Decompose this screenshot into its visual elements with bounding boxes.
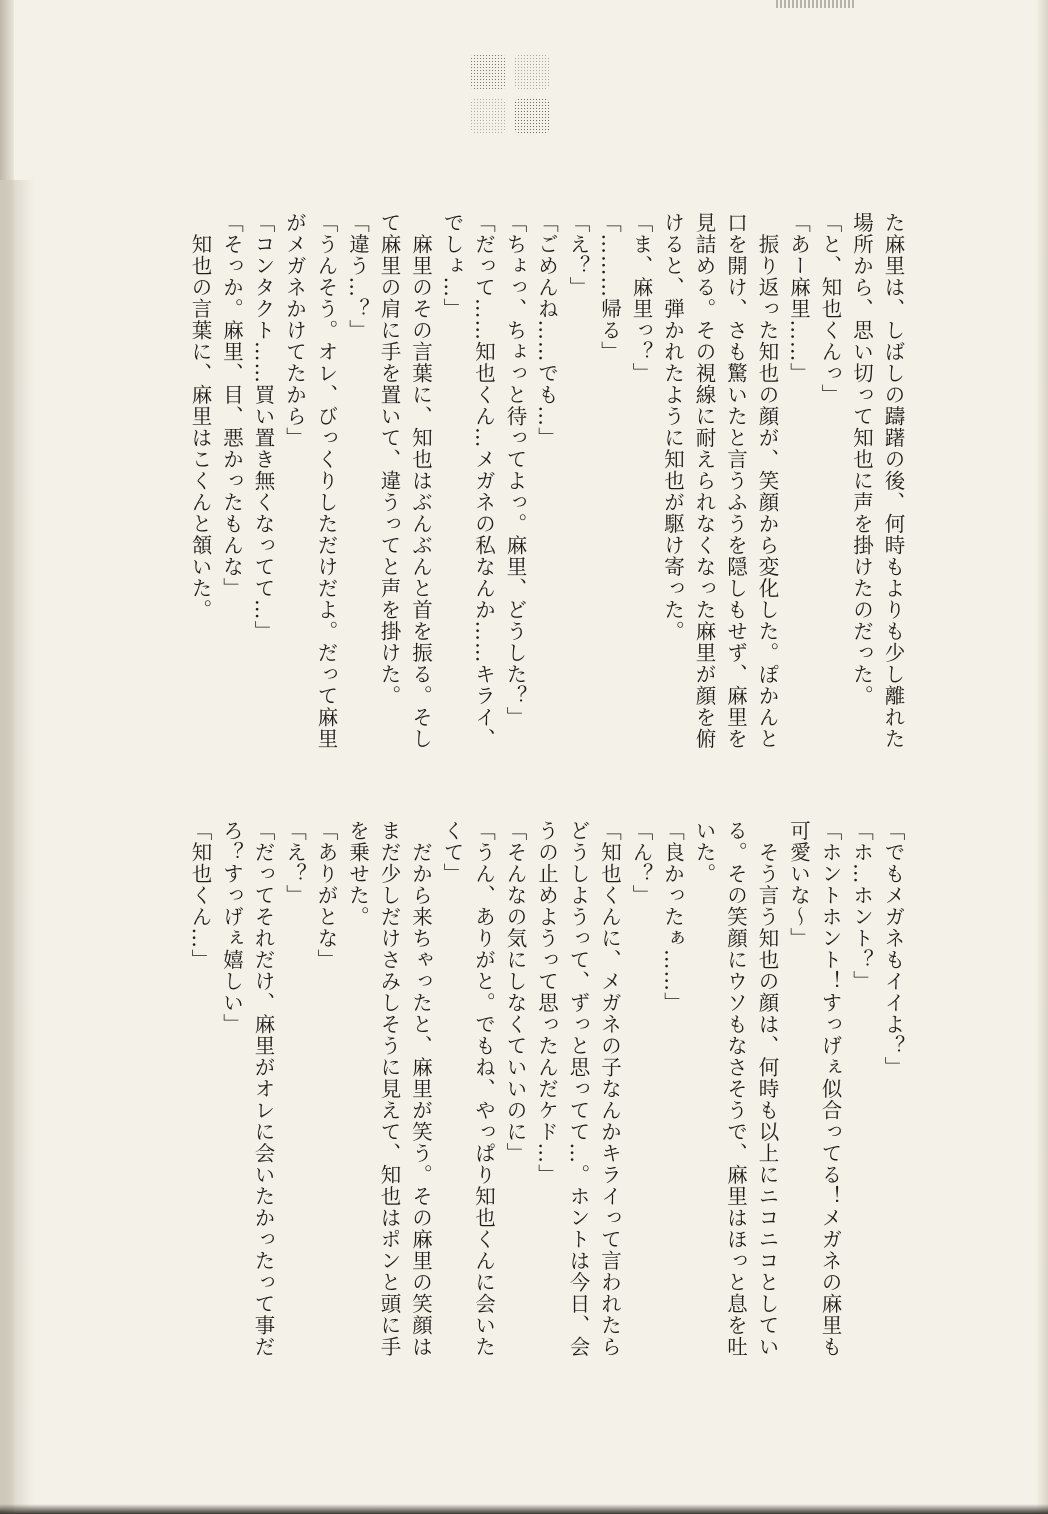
text-line: 「………帰る」 — [597, 212, 622, 363]
ornament-square — [514, 54, 550, 90]
text-line: 場所から、思い切って知也に声を掛けたのだった。 — [849, 212, 874, 707]
text-line: くて」 — [440, 820, 464, 885]
text-line: 「ありがとな」 — [314, 820, 338, 971]
text-line: て麻里の肩に手を置いて、違うってと声を掛けた。 — [377, 212, 401, 707]
text-line: けると、弾かれたように知也が駆け寄った。 — [660, 212, 685, 642]
text-line: 麻里のその言葉に、知也はぶんぶんと首を振る。そし — [408, 212, 433, 750]
text-line: ろ？すっげぇ嬉しい」 — [219, 820, 244, 1035]
text-line: 「だって……知也くん…メガネの私なんか……キライ、 — [471, 212, 496, 750]
text-line: た麻里は、しばしの躊躇の後、何時もよりも少し離れた — [881, 212, 905, 750]
text-line: 「ちょっ、ちょっと待ってよっ。麻里、どうした？」 — [503, 212, 527, 728]
text-line: 可愛いな～」 — [786, 820, 811, 949]
text-line: 振り返った知也の顔が、笑顔から変化した。ぽかんと — [755, 212, 779, 750]
text-line: 「でもメガネもイイよ？」 — [881, 820, 905, 1078]
halftone-ornament-icon — [470, 54, 552, 136]
text-line: まだ少しだけさみしそうに見えて、知也はポンと頭に手 — [377, 820, 401, 1358]
ornament-square — [514, 98, 550, 134]
text-line: 口を開け、さも驚いたと言うふうを隠しもせず、麻里を — [723, 212, 748, 750]
top-print-mark — [776, 0, 856, 8]
text-line: 「え？」 — [566, 212, 590, 298]
text-line: 知也の言葉に、麻里はこくんと頷いた。 — [188, 212, 212, 621]
text-line: がメガネかけてたから」 — [282, 212, 307, 449]
page-bottom-shadow — [0, 1504, 1048, 1514]
text-line: 見詰める。その視線に耐えられなくなった麻里が顔を俯 — [692, 212, 716, 750]
text-line: を乗せた。 — [345, 820, 370, 928]
text-line: 「知也くんに、メガネの子なんかキライって言われたら — [597, 820, 622, 1358]
text-line: る。その笑顔にウソもなさそうで、麻里はほっと息を吐 — [723, 820, 748, 1358]
lower-text-block — [184, 820, 909, 1358]
text-line: 「あー麻里……」 — [786, 212, 811, 384]
text-line: 「そっか。麻里、目、悪かったもんな」 — [219, 212, 244, 599]
upper-text-block — [184, 212, 909, 787]
text-line: どうしようって、ずっと思ってて…。ホントは今日、会 — [566, 820, 590, 1358]
text-line: 「と、知也くんっ」 — [818, 212, 842, 406]
text-line: 「ホントホント！すっげぇ似合ってる！メガネの麻里も — [818, 820, 842, 1358]
text-line: 「ん？」 — [629, 820, 653, 906]
text-line: 「うんそう。オレ、びっくりしただけだよ。だって麻里 — [314, 212, 338, 750]
text-line: 「ま、麻里っ？」 — [629, 212, 653, 384]
text-line: 「そんなの気にしなくていいのに」 — [503, 820, 527, 1164]
ornament-square — [470, 98, 506, 134]
text-line: 「良かったぁ……」 — [660, 820, 685, 1014]
text-line: 「だってそれだけ、麻里がオレに会いたかったって事だ — [251, 820, 275, 1358]
text-line: うの止めようって思ったんだケド…」 — [534, 820, 559, 1186]
page-edge — [1036, 0, 1048, 1514]
text-line: 「違う…？」 — [345, 212, 370, 341]
page-crease — [0, 180, 34, 1510]
text-line: でしょ…」 — [440, 212, 464, 320]
text-line: 「うん、ありがと。でもね、やっぱり知也くんに会いた — [471, 820, 496, 1358]
text-line: 「コンタクト……買い置き無くなってて…」 — [251, 212, 275, 642]
text-line: 「え？」 — [282, 820, 307, 906]
text-line: いた。 — [692, 820, 716, 885]
text-line: だから来ちゃったと、麻里が笑う。その麻里の笑顔は — [408, 820, 433, 1358]
text-line: そう言う知也の顔は、何時も以上にニコニコとしてい — [755, 820, 779, 1358]
text-line: 「ホ…ホント？」 — [849, 820, 874, 992]
ornament-square — [470, 54, 506, 90]
text-line: 「知也くん…」 — [188, 820, 212, 971]
text-line: 「ごめんね……でも…」 — [534, 212, 559, 449]
